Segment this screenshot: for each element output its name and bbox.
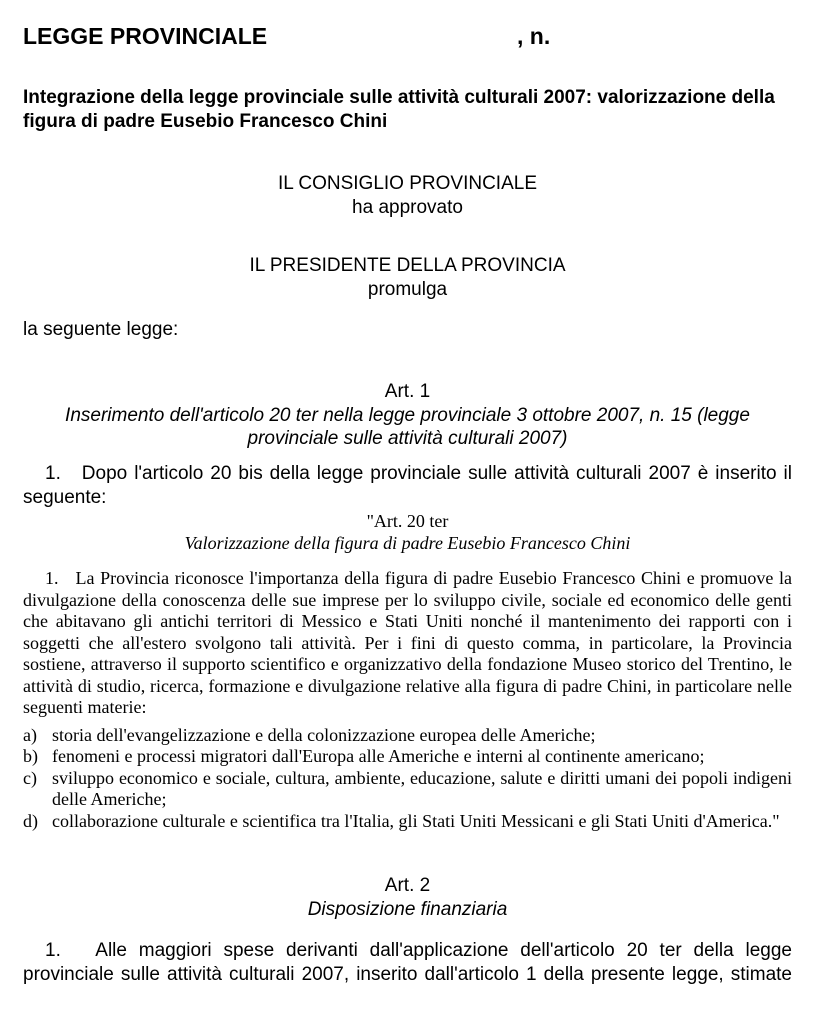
list-item-b bbox=[23, 746, 792, 768]
list-marker-a: a) bbox=[23, 724, 37, 745]
quoted-article-heading: "Art. 20 ter bbox=[366, 511, 449, 531]
article1-paragraph: 1. Dopo l'articolo 20 bis della legge provinciale sulle attività culturali 2007 è inserito il seguente: bbox=[23, 463, 792, 508]
list-marker-c: c) bbox=[23, 767, 37, 788]
list-item-c bbox=[23, 768, 792, 811]
preamble-intro: la seguente legge: bbox=[23, 319, 179, 340]
list-marker-b: b) bbox=[23, 746, 38, 766]
article1-heading: Art. 1 bbox=[384, 381, 431, 402]
preamble-president-action: promulga bbox=[367, 279, 448, 300]
list-item-d bbox=[23, 811, 792, 833]
quoted-article-list bbox=[23, 725, 792, 833]
list-text-b: fenomeni e processi migratori dall'Europa alle Americhe e interni al continente americano; bbox=[52, 746, 705, 766]
list-item-a bbox=[23, 725, 792, 747]
preamble-president: IL PRESIDENTE DELLA PROVINCIA bbox=[249, 255, 566, 276]
preamble-council-action: ha approvato bbox=[352, 197, 463, 218]
quoted-article-paragraph: 1. La Provincia riconosce l'importanza della figura di padre Eusebio Francesco Chini e promuove la divulgazione della conoscenza delle sue imprese per lo sviluppo civile, sociale ed economico delle genti che abitavano gli antichi territori di Messico e Stati Uniti nonché il mantenimento dei rapporti con i soggetti che all'estero svolgono tali attività. Per i fini di questo comma, in particolare, la Provincia sostiene, attraverso il supporto scientifico e organizzativo della fondazione Museo storico del Trentino, le attività di studio, ricerca, formazione e divulgazione relative alla figura di padre Chini, in particolare nelle seguenti materie: bbox=[23, 568, 792, 717]
preamble-council: IL CONSIGLIO PROVINCIALE bbox=[277, 173, 538, 194]
law-subject: Integrazione della legge provinciale sulle attività culturali 2007: valorizzazione della figura di padre Eusebio Francesco Chini bbox=[23, 87, 775, 132]
article1-caption: Inserimento dell'articolo 20 ter nella legge provinciale 3 ottobre 2007, n. 15 (legge provinciale sulle attività culturali 2007) bbox=[65, 405, 750, 449]
list-text-c: sviluppo economico e sociale, cultura, ambiente, educazione, salute e diritti umani dei popoli indigeni delle Americhe; bbox=[52, 767, 792, 809]
article2-heading: Art. 2 bbox=[384, 875, 431, 896]
list-text-d: collaborazione culturale e scientifica tra l'Italia, gli Stati Uniti Messicani e gli Stati Uniti d'America." bbox=[52, 810, 780, 831]
article2-paragraph: 1. Alle maggiori spese derivanti dall'applicazione dell'articolo 20 ter della legge provinciale sulle attività culturali 2007, inserito dall'articolo 1 della presente legge, stimate bbox=[23, 940, 792, 985]
article2-caption: Disposizione finanziaria bbox=[307, 899, 508, 920]
list-marker-d: d) bbox=[23, 810, 38, 831]
law-number-placeholder: , n. bbox=[517, 23, 551, 49]
law-title: LEGGE PROVINCIALE bbox=[23, 23, 268, 49]
quoted-article-caption: Valorizzazione della figura di padre Eusebio Francesco Chini bbox=[184, 533, 631, 553]
law-header-row bbox=[23, 24, 792, 49]
list-text-a: storia dell'evangelizzazione e della colonizzazione europea delle Americhe; bbox=[52, 724, 596, 745]
